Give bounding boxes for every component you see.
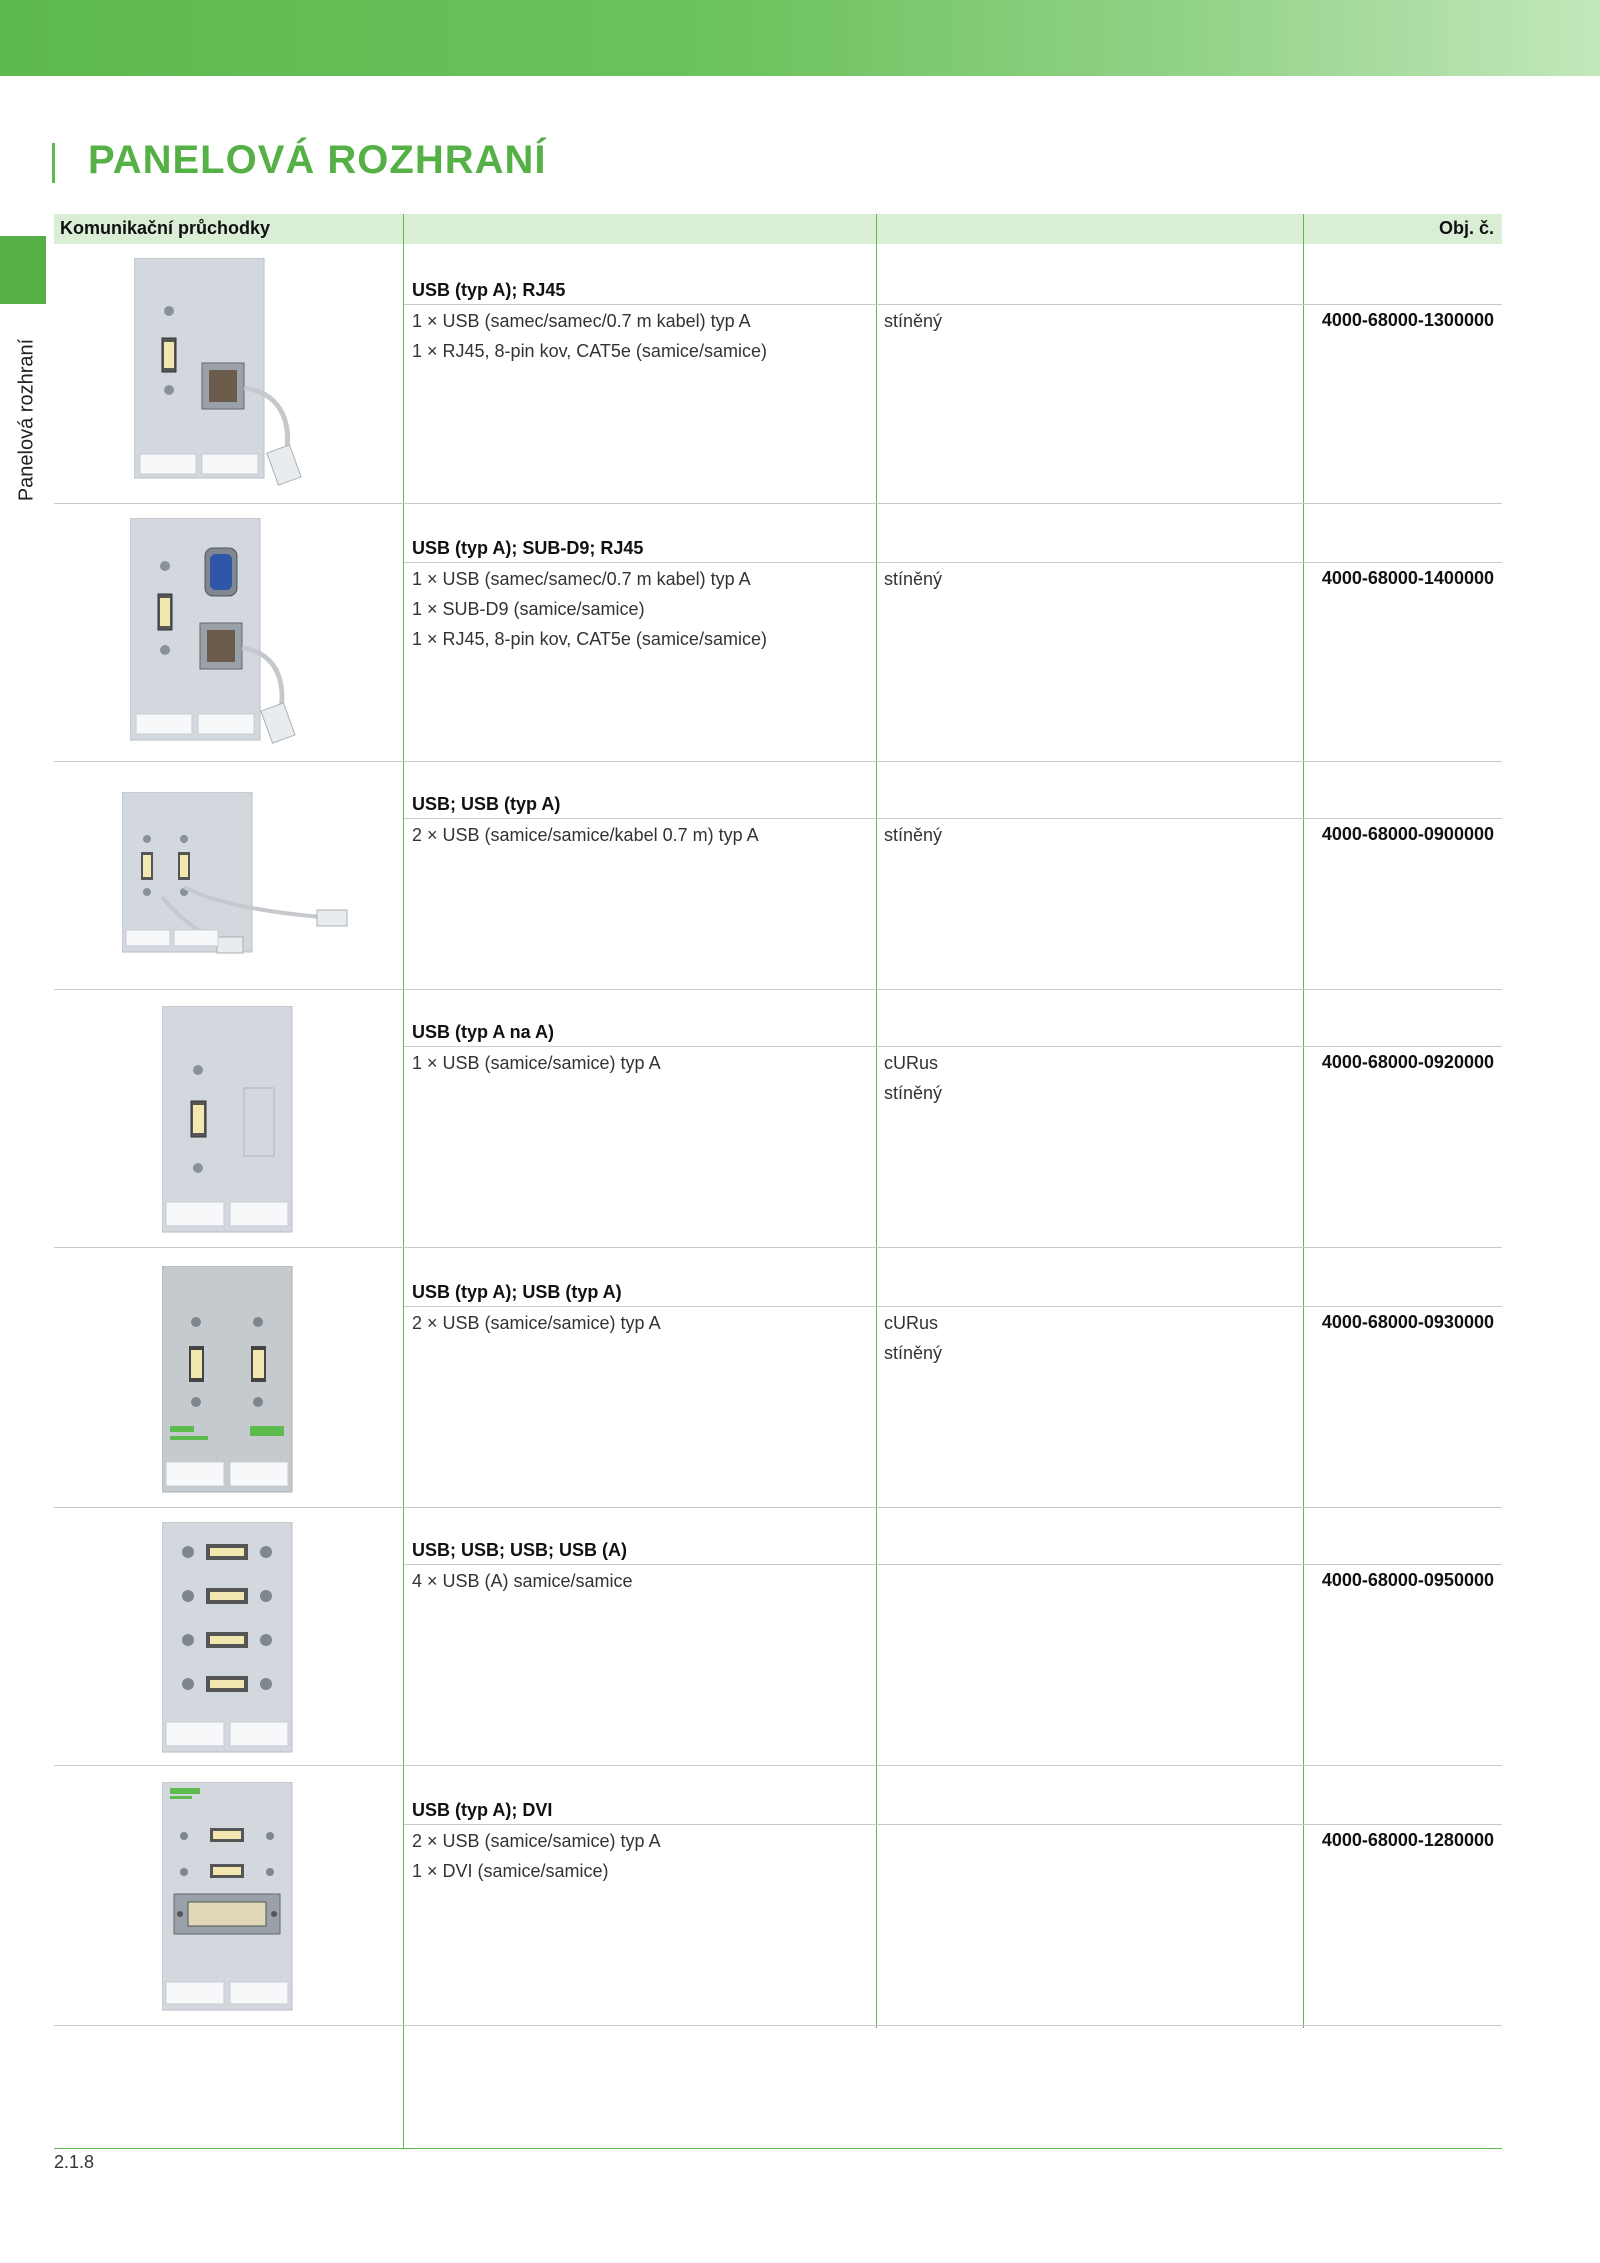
row-title-divider [404,1824,1502,1825]
order-number: 4000-68000-1300000 [1321,310,1494,330]
row-line: 4 × USB (A) samice/samice [412,1571,633,1591]
row-note: stíněný [884,311,943,331]
table-row [54,762,1502,990]
row-description [412,1826,661,1886]
row-notes [884,564,942,594]
row-note: cURus [884,1053,939,1073]
table-header [54,214,1502,244]
row-line: 1 × SUB-D9 (samice/samice) [412,599,645,619]
row-line: 2 × USB (samice/samice) typ A [412,1831,661,1851]
order-number: 4000-68000-1280000 [1321,1830,1494,1850]
header-order-number: Obj. č. [1438,218,1494,238]
order-number: 4000-68000-0950000 [1321,1570,1494,1590]
row-description [412,820,759,850]
row-description [412,564,767,654]
row-title-divider [404,1046,1502,1047]
row-title: USB (typ A); DVI [412,1800,553,1820]
side-section-label: Panelová rozhraní [15,338,38,502]
product-image-usb-usb-cable [122,792,352,962]
row-description [412,306,767,366]
page-number: 2.1.8 [54,2152,95,2172]
product-image-usb-a-to-a [162,1006,296,1236]
row-title-divider [404,304,1502,305]
row-title: USB (typ A na A) [412,1022,554,1042]
row-line: 1 × USB (samec/samec/0.7 m kabel) typ A [412,311,751,331]
row-description [412,1048,661,1078]
row-title-divider [404,818,1502,819]
row-title: USB (typ A); SUB-D9; RJ45 [412,538,644,558]
row-line: 1 × RJ45, 8-pin kov, CAT5e (samice/samice) [412,341,767,361]
table-row [54,1248,1502,1508]
product-image-4x-usb [162,1522,296,1756]
row-title-divider [404,562,1502,563]
row-note: stíněný [884,1083,943,1103]
order-number: 4000-68000-0920000 [1321,1052,1494,1072]
table-row [54,1508,1502,1766]
bottom-rule [54,2148,1502,2149]
row-line: 1 × RJ45, 8-pin kov, CAT5e (samice/samice) [412,629,767,649]
table-row [54,504,1502,762]
row-description [412,1566,633,1596]
order-number: 4000-68000-1400000 [1321,568,1494,588]
row-title: USB (typ A); USB (typ A) [412,1282,622,1302]
product-image-usb-dvi [162,1782,296,2014]
page-title: PANELOVÁ ROZHRANÍ [88,138,547,182]
row-note: stíněný [884,1343,943,1363]
row-note: cURus [884,1313,939,1333]
order-number: 4000-68000-0930000 [1321,1312,1494,1332]
row-notes [884,1308,942,1368]
row-title: USB (typ A); RJ45 [412,280,566,300]
row-title-divider [404,1306,1502,1307]
row-notes [884,820,942,850]
row-note: stíněný [884,825,943,845]
product-image-usb-usb [162,1266,296,1496]
title-accent-bar [52,143,55,183]
product-image-usb-rj45 [134,258,354,488]
row-notes [884,1048,942,1108]
product-image-usb-subd9-rj45 [130,518,350,750]
row-notes [884,306,942,336]
table-row [54,990,1502,1248]
top-band [0,0,1600,76]
row-title: USB; USB (typ A) [412,794,561,814]
row-line: 1 × DVI (samice/samice) [412,1861,609,1881]
row-title: USB; USB; USB; USB (A) [412,1540,627,1560]
side-tab-marker [0,236,46,304]
row-line: 1 × USB (samice/samice) typ A [412,1053,661,1073]
row-line: 2 × USB (samice/samice/kabel 0.7 m) typ A [412,825,759,845]
row-line: 2 × USB (samice/samice) typ A [412,1313,661,1333]
row-title-divider [404,1564,1502,1565]
header-category: Komunikační průchodky [60,218,271,238]
row-description [412,1308,661,1338]
table-row [54,1766,1502,2026]
row-divider [54,2025,1502,2026]
order-number: 4000-68000-0900000 [1321,824,1494,844]
table-row [54,244,1502,504]
row-note: stíněný [884,569,943,589]
row-line: 1 × USB (samec/samec/0.7 m kabel) typ A [412,569,751,589]
